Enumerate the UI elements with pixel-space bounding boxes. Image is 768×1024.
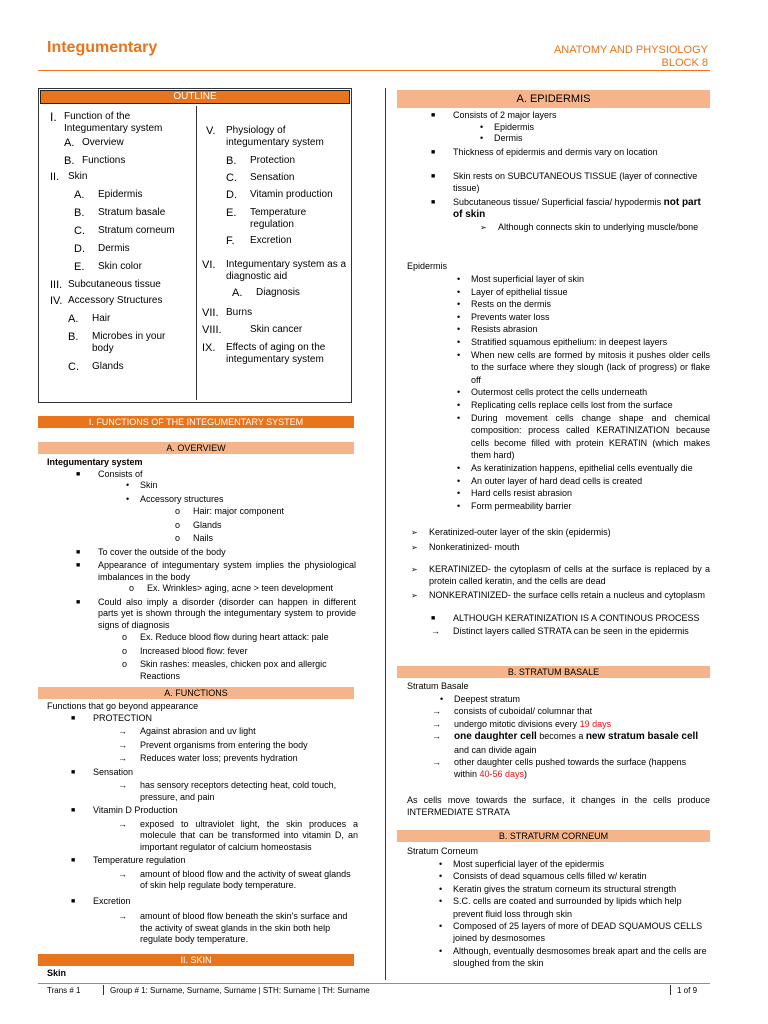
outline-item: B. Protection <box>226 155 296 167</box>
list-item: ■ Appearance of integumentary system implies the physiological imbalances in the body <box>98 560 356 583</box>
list-item: o Ex. Reduce blood flow during heart attack: pale <box>140 632 356 644</box>
document-title: Integumentary <box>47 39 158 56</box>
outline-item: I. Function of the Integumentary system <box>50 110 163 134</box>
list-item: • Replicating cells replace cells lost from the surface <box>471 399 710 412</box>
header-divider <box>38 70 710 71</box>
outline-item: A. Hair <box>68 313 111 325</box>
list-item: • Composed of 25 layers of more of DEAD SQUAMOUS CELLS joined by desmosomes <box>453 920 710 945</box>
stratum-corneum-label: Stratum Corneum <box>407 846 479 856</box>
list-item: ➢ Although connects skin to underlying muscle/bone <box>498 222 710 234</box>
outline-item: A. Diagnosis <box>232 287 300 299</box>
outline-item: III. Subcutaneous tissue <box>50 279 161 291</box>
overview-content <box>47 457 357 682</box>
outline-item: A. Epidermis <box>74 189 143 201</box>
list-item: → other daughter cells pushed towards the surface (happens within 40-56 days) <box>454 756 710 781</box>
outline-item: D. Dermis <box>74 243 130 255</box>
list-item: ■ Could also imply a disorder (disorder can happen in different parts yet is shown through the integumentary system to provide signs of diagnosis <box>98 597 356 632</box>
outline-item: E. Skin color <box>74 261 142 273</box>
list-item: → one daughter cell becomes a new stratum basale cell and can divide again <box>454 730 710 756</box>
outline-item: C. Glands <box>68 361 124 373</box>
list-item: → consists of cuboidal/ columnar that <box>454 705 710 717</box>
list-item: • Although, eventually desmosomes break apart and the cells are sloughed from the skin <box>453 945 710 970</box>
list-item: • Hard cells resist abrasion <box>471 487 710 500</box>
subsection-bar-overview: A. OVERVIEW <box>38 442 354 454</box>
list-item: o Glands <box>193 520 357 532</box>
section-bar-functions: I. FUNCTIONS OF THE INTEGUMENTARY SYSTEM <box>38 416 354 428</box>
subsection-bar-epidermis: A. EPIDERMIS <box>397 90 710 108</box>
footer-divider <box>38 983 710 984</box>
list-item: ■ Sensation <box>93 767 357 779</box>
list-item: • As keratinization happens, epithelial cells eventually die <box>471 462 710 475</box>
column-divider <box>385 88 386 980</box>
list-item: • Prevents water loss <box>471 311 710 324</box>
list-item: → Distinct layers called STRATA can be seen in the epidermis <box>453 626 710 638</box>
section-bar-skin: II. SKIN <box>38 954 354 966</box>
list-item: ■ Temperature regulation <box>93 855 357 867</box>
subsection-bar-stratum-corneum: B. STRATURM CORNEUM <box>397 830 710 842</box>
list-item: ■ PROTECTION <box>93 713 357 725</box>
list-item: ■ ALTHOUGH KERATINIZATION IS A CONTINOUS PROCESS <box>453 613 710 625</box>
list-item: ■ Consists of <box>98 469 357 481</box>
outline-item: B. Stratum basale <box>74 207 166 219</box>
list-item: → amount of blood flow beneath the skin's surface and the activity of sweat glands in the skin both help regulate body temperature. <box>140 911 358 946</box>
outline-item: VIII. Skin cancer <box>202 324 303 336</box>
outline-item: IX. Effects of aging on the integumentary system <box>202 342 326 365</box>
epidermis-list <box>407 273 710 512</box>
outline-item: IV. Accessory Structures <box>50 295 163 307</box>
epidermis-label: Epidermis <box>407 261 448 271</box>
list-item: o Skin rashes: measles, chicken pox and allergic Reactions <box>140 659 356 682</box>
list-item: → Reduces water loss; prevents hydration <box>140 753 357 765</box>
stratum-basale-label: Stratum Basale <box>407 681 469 691</box>
outline-item: B. Functions <box>64 155 126 167</box>
outline-item: II. Skin <box>50 171 88 183</box>
list-item: ➢ KERATINIZED- the cytoplasm of cells at the surface is replaced by a protein called keratin, and the cells are dead <box>429 564 710 587</box>
outline-divider <box>196 106 197 400</box>
outline-item: VI. Integumentary system as a diagnostic aid <box>202 259 347 282</box>
list-item: o Hair: major component <box>193 506 357 518</box>
list-item: ➢ Nonkeratinized- mouth <box>429 542 710 554</box>
outline-item: A. Overview <box>64 137 124 149</box>
list-item: → Prevent organisms from entering the body <box>140 740 357 752</box>
list-item: • Skin <box>140 480 357 492</box>
list-item: → exposed to ultraviolet light, the skin produces a molecule that can be transformed into vitamin D, an important regulator of calcium homeostasis <box>140 819 358 854</box>
list-item: • Rests on the dermis <box>471 298 710 311</box>
footer-group: Group # 1: Surname, Surname, Surname | STH: Surname | TH: Surname <box>110 986 370 995</box>
footer-page: 1 of 9 <box>677 986 698 995</box>
stratum-basale-paragraph: As cells move towards the surface, it changes in the cells produce INTERMEDIATE STRATA <box>407 795 710 817</box>
list-item: ■ Vitamin D Production <box>93 805 357 817</box>
list-item: • Most superficial layer of the epidermis <box>453 858 710 870</box>
stratum-basale-list <box>407 693 710 781</box>
list-item: • An outer layer of hard dead cells is created <box>471 475 710 488</box>
list-item: • When new cells are formed by mitosis it pushes older cells to the surface where they slough (lack of progress) or flake off <box>471 349 710 387</box>
list-item: • Form permeability barrier <box>471 500 710 513</box>
list-item: ➢ Keratinized-outer layer of the skin (epidermis) <box>429 527 710 539</box>
list-item: • Deepest stratum <box>454 693 710 705</box>
course-name: ANATOMY AND PHYSIOLOGY <box>553 44 708 56</box>
stratum-corneum-list <box>407 858 710 970</box>
outline-item: F. Excretion <box>226 235 292 247</box>
functions-content <box>47 701 357 946</box>
keratin-notes <box>407 527 710 638</box>
list-item: ■ Thickness of epidermis and dermis vary on location <box>453 147 710 159</box>
list-item: • Consists of dead squamous cells filled w/ keratin <box>453 870 710 882</box>
outline-right <box>202 125 347 372</box>
epidermis-intro <box>407 110 710 234</box>
outline-item: E. Temperature regulation <box>226 207 307 230</box>
list-item: • Resists abrasion <box>471 323 710 336</box>
list-item: → has sensory receptors detecting heat, cold touch, pressure, and pain <box>140 780 358 803</box>
list-item: • Outermost cells protect the cells underneath <box>471 386 710 399</box>
list-item: • Accessory structures <box>140 494 357 506</box>
list-item: • Layer of epithelial tissue <box>471 286 710 299</box>
outline-left <box>50 111 190 377</box>
footer-trans: Trans # 1 <box>47 986 81 995</box>
list-item: ■ Excretion <box>93 896 357 908</box>
list-item: → Against abrasion and uv light <box>140 726 357 738</box>
outline-item: D. Vitamin production <box>226 189 333 201</box>
list-item: ■ Subcutaneous tissue/ Superficial fascia/ hypodermis not part of skin <box>453 197 710 220</box>
course-label <box>554 44 708 70</box>
list-item: • During movement cells change shape and chemical composition: process called KERATINIZATION because cells become filled with protein KERATIN (which makes them hard) <box>471 412 710 462</box>
list-item: ➢ NONKERATINIZED- the surface cells retain a nucleus and cytoplasm <box>429 590 710 602</box>
list-item: • Dermis <box>494 133 710 145</box>
list-item: • Keratin gives the stratum corneum its structural strength <box>453 883 710 895</box>
footer-separator <box>670 985 671 995</box>
list-item: o Nails <box>193 533 357 545</box>
outline-item: C. Stratum corneum <box>74 225 175 237</box>
outline-title: OUTLINE <box>40 90 350 104</box>
outline-item: V. Physiology of integumentary system <box>206 125 324 148</box>
list-item: o Increased blood flow: fever <box>140 646 356 658</box>
outline-item: B. Microbes in your body <box>68 331 166 354</box>
outline-item: C. Sensation <box>226 172 295 184</box>
list-item: • S.C. cells are coated and surrounded by lipids which help prevent fluid loss through skin <box>453 895 710 920</box>
list-item: • Epidermis <box>494 122 710 134</box>
list-item: o Ex. Wrinkles> aging, acne > teen development <box>147 583 357 595</box>
list-item: • Most superficial layer of skin <box>471 273 710 286</box>
integumentary-heading: Integumentary system <box>47 457 143 467</box>
functions-intro: Functions that go beyond appearance <box>47 701 199 711</box>
list-item: ■ Skin rests on SUBCUTANEOUS TISSUE (layer of connective tissue) <box>453 171 710 194</box>
list-item: → amount of blood flow and the activity of sweat glands of skin help regulate body temperature. <box>140 869 358 892</box>
list-item: ■ To cover the outside of the body <box>98 547 356 559</box>
list-item: • Stratified squamous epithelium: in deepest layers <box>471 336 710 349</box>
footer-separator <box>103 985 104 995</box>
list-item: → undergo mitotic divisions every 19 days <box>454 718 710 730</box>
subsection-bar-stratum-basale: B. STRATUM BASALE <box>397 666 710 678</box>
subsection-bar-functions: A. FUNCTIONS <box>38 687 354 699</box>
outline-item: VII. Burns <box>202 307 253 319</box>
list-item: ■ Consists of 2 major layers <box>453 110 710 122</box>
block-label: BLOCK 8 <box>661 57 708 69</box>
skin-heading: Skin <box>47 968 67 978</box>
